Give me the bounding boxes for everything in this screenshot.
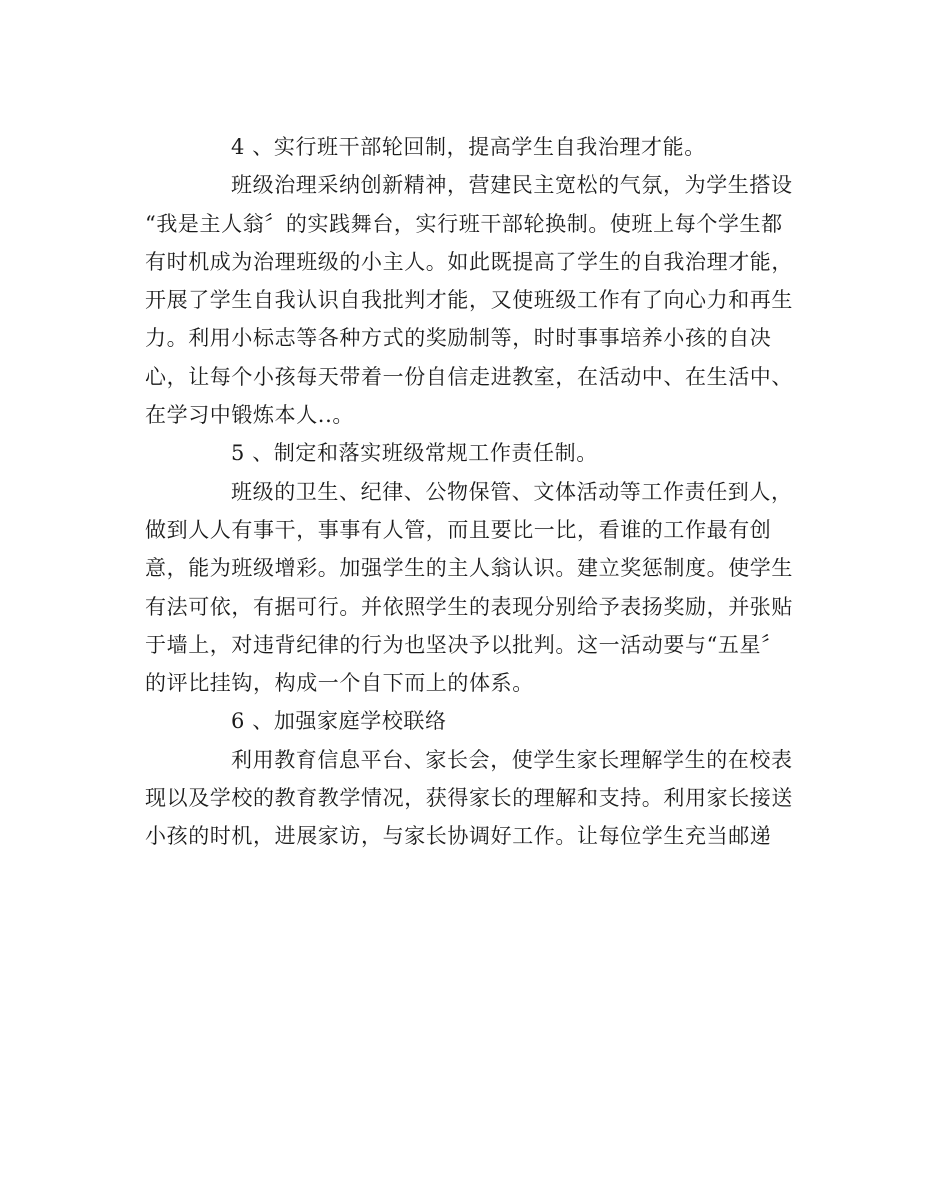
paragraph-line: 开展了学生自我认识自我批判才能，又使班级工作有了向心力和再生 [145,288,793,313]
section-heading-5: 5 、制定和落实班级常规工作责任制。 [231,441,598,466]
paragraph-line: 小孩的时机，进展家访，与家长协调好工作。让每位学生充当邮递 [145,824,772,849]
paragraph-line: 做到人人有事干，事事有人管，而且要比一比，看谁的工作最有创 [145,517,772,542]
paragraph-line: 于墙上，对违背纪律的行为也坚决予以批判。这一活动要与“五星〞 [145,632,783,657]
paragraph-line: 现以及学校的教育教学情况，获得家长的理解和支持。利用家长接送 [145,786,793,811]
paragraph-line: 班级治理采纳创新精神，营建民主宽松的气氛，为学生搭设 [231,173,793,198]
paragraph-line: 有时机成为治理班级的小主人。如此既提高了学生的自我治理才能， [145,249,793,274]
section-heading-6: 6 、加强家庭学校联络 [231,709,447,734]
paragraph-line: 意，能为班级增彩。加强学生的主人翁认识。建立奖惩制度。使学生 [145,556,793,581]
paragraph-line: 在学习中锻炼本人..。 [145,403,354,428]
document-body [145,128,805,856]
paragraph-line: 利用教育信息平台、家长会，使学生家长理解学生的在校表 [231,747,793,772]
paragraph-line: 力。利用小标志等各种方式的奖励制等，时时事事培养小孩的自决 [145,326,772,351]
paragraph-line: 心，让每个小孩每天带着一份自信走进教室，在活动中、在生活中、 [145,364,793,389]
section-heading-4: 4 、实行班干部轮回制，提高学生自我治理才能。 [231,135,706,159]
paragraph-line: 的评比挂钩，构成一个自下而上的体系。 [145,671,534,696]
paragraph-line: 班级的卫生、纪律、公物保管、文体活动等工作责任到人， [231,479,793,504]
paragraph-line: “我是主人翁〞的实践舞台，实行班干部轮换制。使班上每个学生都 [145,211,783,236]
paragraph-line: 有法可依，有据可行。并依照学生的表现分别给予表扬奖励，并张贴 [145,594,793,619]
